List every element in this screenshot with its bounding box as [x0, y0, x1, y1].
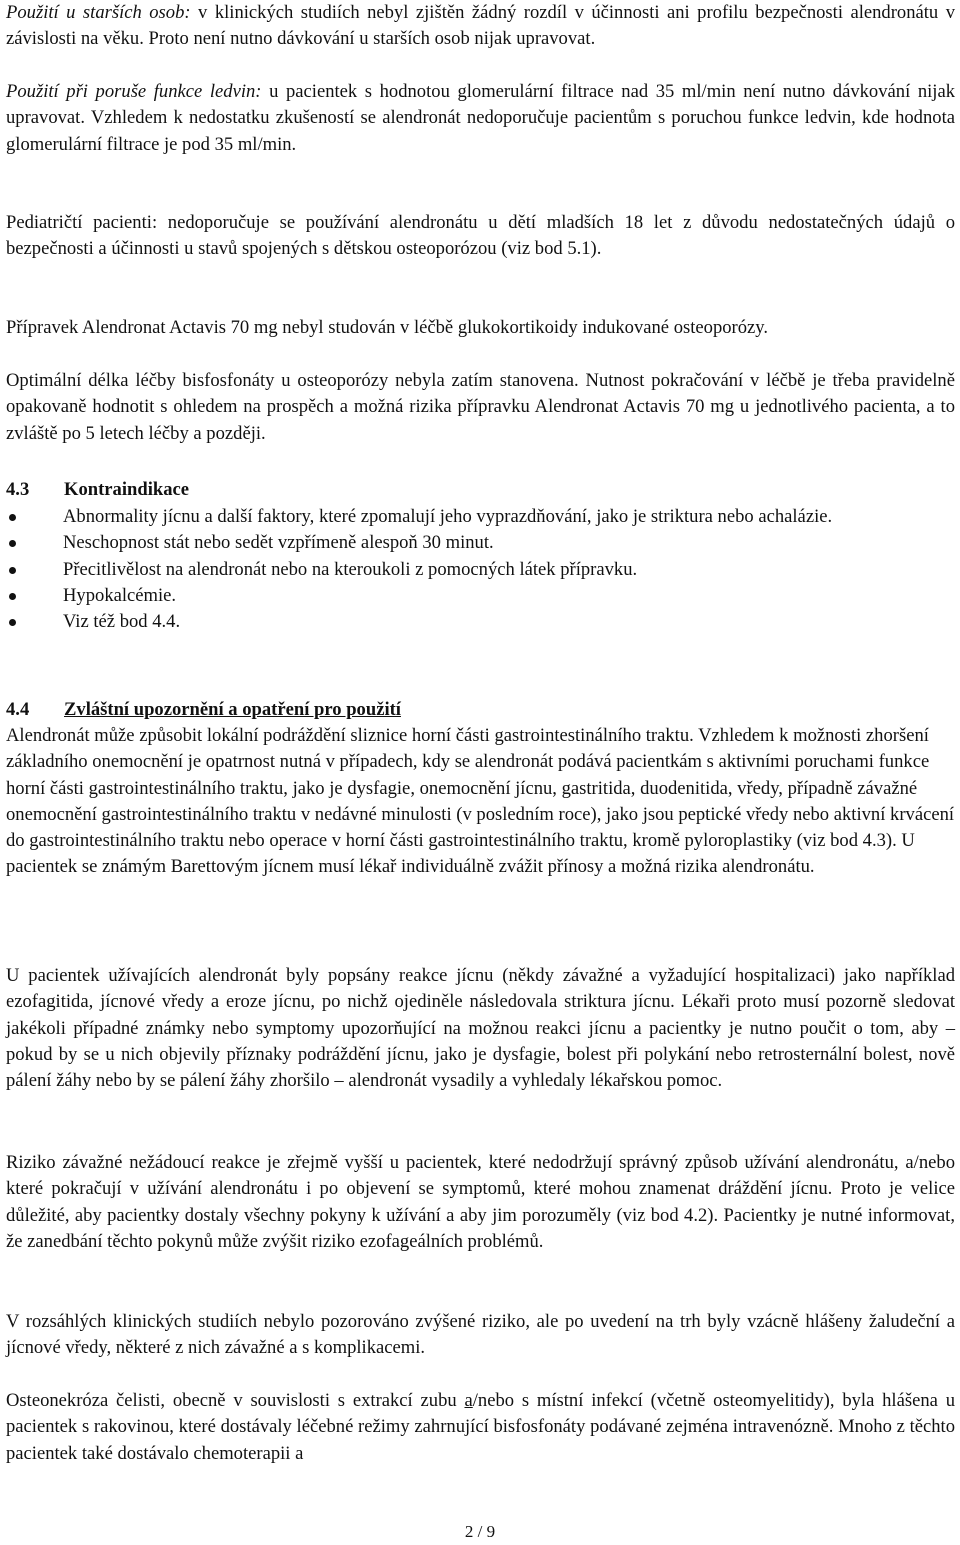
bullet-icon [9, 567, 16, 574]
esophageal-reactions-paragraph: U pacientek užívajících alendronát byly popsány reakce jícnu (někdy závažné a vyžadující hospitalizaci) jako například ezofagitida, jícnové vředy a eroze jícnu, po nichž ojediněle následovala striktura jícnu. Lékaři proto musí pozorně sledovat jakékoli případné známky nebo symptomy upozorňující na možnou reakci jícnu a pacientky je nutno poučit o tom, aby – pokud by se u nich objevily příznaky podráždění jícnu, jako je dysfagie, bolest při polykání nebo retrosternální bolest, nově pálení žáhy nebo by se pálení žáhy zhoršilo – alendronát vysadily a vyhledaly lékařskou pomoc. [6, 965, 955, 1092]
renal-use-label: Použití při poruše funkce ledvin: [6, 81, 262, 102]
elderly-use-text: v klinických studiích nebyl zjištěn žádný rozdíl v účinnosti ani profilu bezpečnosti alendronátu v závislosti na věku. Proto není nutno dávkování u starších osob nijak upravovat. [6, 2, 955, 50]
list-item: Abnormality jícnu a další faktory, které zpomalují jeho vyprazdňování, jako je striktura nebo achalázie. [6, 504, 955, 530]
clinical-studies-paragraph: V rozsáhlých klinických studiích nebylo pozorováno zvýšené riziko, ale po uvedení na trh byly vzácně hlášeny žaludeční a jícnové vředy, některé z nich závažné a s komplikacemi. [6, 1311, 955, 1359]
section-title: Kontraindikace [64, 479, 189, 500]
elderly-use-label: Použití u starších osob: [6, 2, 191, 23]
renal-use-text: u pacientek s hodnotou glomerulární filtrace nad 35 ml/min není nutno dávkování nijak upravovat. Vzhledem k nedostatku zkušeností se alendronát nedoporučuje pacientům s poruchou funkce ledvin, kde hodnota glomerulární filtrace je pod 35 ml/min. [6, 81, 955, 155]
page-number: 2 / 9 [464, 1522, 496, 1541]
serious-reaction-risk-paragraph: Riziko závažné nežádoucí reakce je zřejmě vyšší u pacientek, které nedodržují správný způsob užívání alendronátu, a/nebo které pokračují v užívání alendronátu i po objevení se symptomů, které mohou znamenat dráždění jícnu. Proto je velice důležité, aby pacientky dostaly všechny pokyny k užívání a aby jim porozuměly (viz bod 4.2). Pacientky je nutné informovat, že zanedbání těchto pokynů může zvýšit riziko ezofageálních problémů. [6, 1152, 955, 1252]
section-4-4-heading [6, 697, 401, 723]
elderly-use-paragraph [6, 0, 955, 53]
section-number: 4.4 [6, 699, 30, 720]
list-item: Přecitlivělost na alendronát nebo na kteroukoli z pomocných látek přípravku. [6, 557, 955, 583]
osteonecrosis-paragraph: Osteonekróza čelisti, obecně v souvislosti s extrakcí zubu a/nebo s místní infekcí (včetně osteomyelitidy), byla hlášena u pacientek s rakovinou, které dostávaly léčebné režimy zahrnující bisfosfonáty podávané zejména intravenózně. Mnoho z těchto pacientek také dostávalo chemoterapii a [6, 1390, 955, 1464]
bullet-icon [9, 619, 16, 626]
section-title: Zvláštní upozornění a opatření pro použití [64, 699, 401, 720]
section-number: 4.3 [6, 479, 30, 500]
section-4-3-heading [6, 477, 189, 503]
list-item: Neschopnost stát nebo sedět vzpřímeně alespoň 30 minut. [6, 530, 955, 556]
contraindications-list [6, 504, 955, 635]
pediatric-paragraph: Pediatričtí pacienti: nedoporučuje se používání alendronátu u dětí mladších 18 let z důvodu nedostatečných údajů o bezpečnosti a účinnosti u stavů spojených s dětskou osteoporózou (viz bod 5.1). [6, 212, 955, 260]
bullet-icon [9, 540, 16, 547]
list-item: Viz též bod 4.4. [6, 609, 955, 635]
treatment-duration-paragraph: Optimální délka léčby bisfosfonáty u osteoporózy nebyla zatím stanovena. Nutnost pokračování v léčbě je třeba pravidelně opakovaně hodnotit s ohledem na prospěch a možná rizika přípravku Alendronat Actavis 70 mg u jednotlivého pacienta, a to zvláště po 5 letech léčby a později. [6, 370, 955, 444]
renal-use-paragraph [6, 79, 955, 158]
bullet-icon [9, 593, 16, 600]
bullet-icon [9, 514, 16, 521]
gi-irritation-paragraph: Alendronát může způsobit lokální podráždění sliznice horní části gastrointestinálního traktu. Vzhledem k možnosti zhoršení základního onemocnění je opatrnost nutná v případech, kdy se alendronát podává pacientkám s aktivními poruchami funkce horní části gastrointestinálního traktu, jako je dysfagie, onemocnění jícnu, gastritida, duodenitida, vředy, případně závažné onemocnění gastrointestinálního traktu v nedávné minulosti (v posledním roce), jako jsou peptické vředy nebo aktivní krvácení do gastrointestinálního traktu nebo operace v horní části gastrointestinálního traktu, kromě pyloroplastiky (viz bod 4.3). U pacientek se známým Barettovým jícnem musí lékař individuálně zvážit přínosy a možná rizika alendronátu. [6, 725, 955, 878]
list-item: Hypokalcémie. [6, 583, 955, 609]
glucocorticoid-paragraph: Přípravek Alendronat Actavis 70 mg nebyl studován v léčbě glukokortikoidy indukované osteoporózy. [6, 317, 769, 338]
